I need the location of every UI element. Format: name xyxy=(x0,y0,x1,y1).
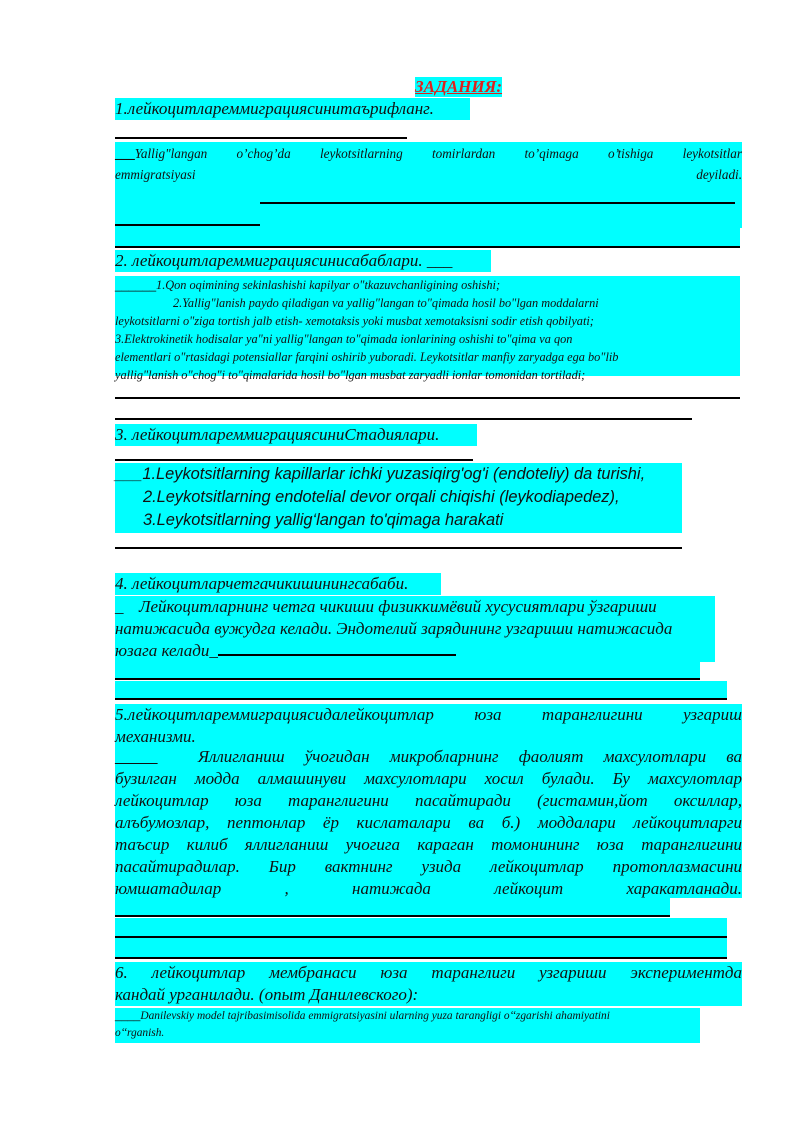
q2-item-1: ______1.Qon oqimining sekinlashishi kapilyar o"tkazuvchanligining oshishi; xyxy=(115,278,501,292)
q2-rule-a xyxy=(115,397,740,399)
q5-line-1: _____ Яллигланиш ўчогидан микробларнинг фаолият махсулотлари ва xyxy=(115,747,743,766)
q6-line-1: ____Danilevskiy model tajribasimisolida emmigratsiyasini ularning yuza tarangligi o‘‘zgarishi ahamiyatini xyxy=(115,1010,610,1022)
q2-item-2b: leykotsitlarni o"ziga tortish jalb etish- xemotaksis yoki musbat xemotaksisni sodir etish qobilyati; xyxy=(115,314,594,328)
q6-question: 6. лейкоцитлар мембранаси юза таранглиги узгариши экспериментда кандай урганилади. (опыт Данилевского): xyxy=(115,963,742,1004)
q5-rule-bc-bg xyxy=(115,918,727,958)
q3-item-1: ___1.Leykotsitlarning kapillarlar ichki yuzasiqirg'og'i (endoteliy) da turishi, xyxy=(115,465,646,483)
q4-line-3: юзага келади_ xyxy=(115,640,735,662)
q5-question: 5.лейкоцитлареммиграциясидалейкоцитлар юза таранглигини узгариш механизми. xyxy=(115,705,742,746)
q3-answer-list xyxy=(115,463,645,532)
q1-rule-a xyxy=(260,202,735,204)
q1-answer-line2: emmigratsiyasi deyiladi. xyxy=(115,167,742,182)
q6-answer xyxy=(115,1008,715,1042)
q3-item-3: 3.Leykotsitlarning yallig‘langan to'qimaga harakati xyxy=(143,511,504,529)
q1-question: 1.лейкоцитлареммиграциясинитаърифланг. xyxy=(115,99,434,118)
q5-rule-a-bg xyxy=(115,898,670,916)
q5-line-4: алъбумозлар, пептонлар ёр кислаталари ва б.) моддалари лейкоцитларги xyxy=(115,813,742,832)
q4-rule-b xyxy=(115,698,727,700)
q5-line-6: пасайтирадилар. Бир вактнинг узида лейкоцитлар протоплазмасини xyxy=(115,857,742,876)
page-title: ЗАДАНИЯ: xyxy=(415,77,503,96)
q5-line-5: таъсир килиб яллигланиш учогига караган томонининг юза таранглигини xyxy=(115,835,742,854)
q6-line-2: o‘‘rganish. xyxy=(115,1027,165,1039)
q3-question: 3. лейкоцитлареммиграциясиниСтадиялари. xyxy=(115,425,440,444)
q1-rule-c-bg xyxy=(115,228,740,246)
q4-rule-b-bg xyxy=(115,681,727,699)
q5-answer xyxy=(115,746,742,900)
q5-line-7: юмшатадилар , натижада лейкоцит харакатланади. xyxy=(115,879,742,898)
q1-rule-b xyxy=(115,224,260,226)
q5-rule-c xyxy=(115,957,727,959)
q5-line-3: лейкоцитлар юза таранглигини пасайтиради (гистамин,йот оксиллар, xyxy=(115,791,742,810)
q5-line-2: бузилган модда алмашинуви махсулотлари хосил булади. Бу махсулотлар xyxy=(115,769,742,788)
q3-item-2: 2.Leykotsitlarning endotelial devor orqali chiqishi (leykodiapedez), xyxy=(143,488,620,506)
q2-answer-list xyxy=(115,276,740,384)
q4-line-2: натижасида вужудга келади. Эндотелий зарядининг узгариши натижасида xyxy=(115,619,673,638)
q3-blank-line xyxy=(115,459,473,461)
q2-question: 2. лейкоцитлареммиграциясинисабаблари. ___ xyxy=(115,251,453,270)
q5-rule-b xyxy=(115,936,727,938)
q2-rule-b xyxy=(115,418,692,420)
q2-item-3: 3.Elektrokinetik hodisalar ya"ni yallig"langan to"qimada ionlarining oshishi to"qima va qon xyxy=(115,332,573,346)
q1-rule-c xyxy=(115,246,740,248)
q3-rule-a xyxy=(115,547,682,549)
q4-line-1: _ Лейкоцитларнинг четга чикиши физиккимёвий хусусиятлари ўзгариши xyxy=(115,597,657,616)
q4-rule-a xyxy=(115,678,700,680)
q5-rule-a xyxy=(115,915,670,917)
q1-blank-line xyxy=(115,137,407,139)
q1-answer-line1: ___Yallig"langan o’chog’da leykotsitlarning tomirlardan to’qimaga o’tishiga leykotsitlar xyxy=(115,146,742,161)
q2-item-3b: elementlari o"rtasidagi potensiallar farqini oshirib yuboradi. Leykotsitlar manfiy zaryadga ega bo"lib xyxy=(115,350,619,364)
q2-item-2: 2.Yallig"lanish paydo qiladigan va yallig"langan to"qimada hosil bo"lgan moddalarni xyxy=(173,296,599,310)
q4-answer xyxy=(115,596,735,662)
q2-item-3c: yallig"lanish o"chog"i to"qimalarida hosil bo"lgan musbat zaryadli ionlar tomonidan tortiladi; xyxy=(115,368,586,382)
q4-question: 4. лейкоцитларчетгачикишинингсабаби. xyxy=(115,574,409,593)
